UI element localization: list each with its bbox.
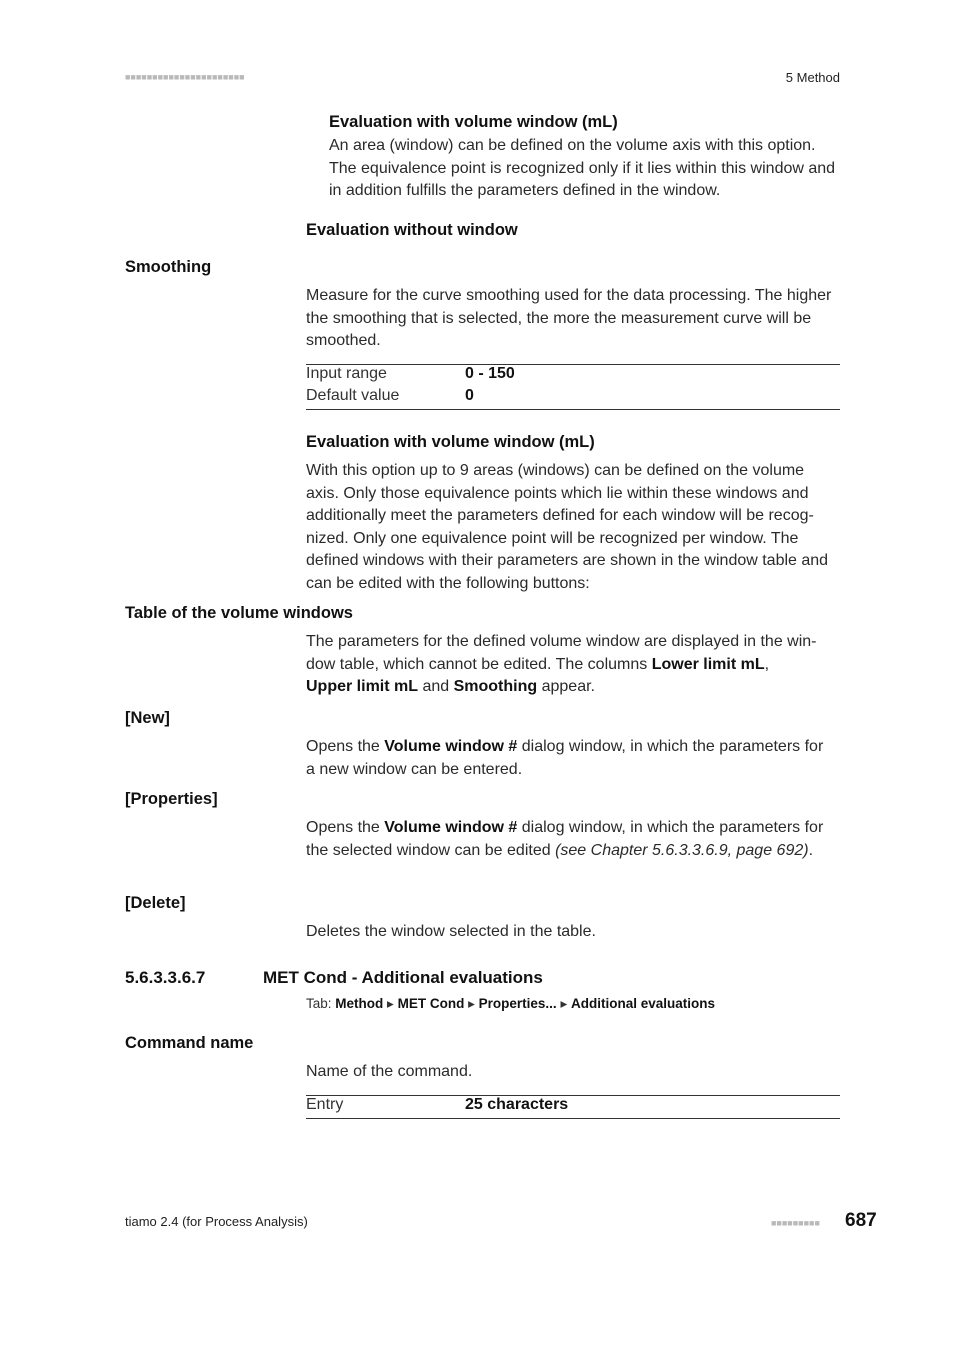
paragraph-delete: Deletes the window selected in the table.	[306, 923, 596, 940]
parameter-label-smoothing: Smoothing	[125, 258, 212, 276]
subheading-volume-window-2: Evaluation with volume window (mL)	[306, 433, 595, 451]
table-rule-bottom	[306, 409, 840, 410]
section-number: 5.6.3.3.6.7	[125, 968, 206, 987]
paragraph-table-windows: The parameters for the defined volume window are displayed in the win-dow table, which cannot be edited. The columns Lower limit mL, Upper limit mL and Smoothing appear.	[306, 633, 817, 695]
paragraph-smoothing: Measure for the curve smoothing used for the data processing. The higher the smoothing that is selected, the more the measurement curve will be smoothed.	[306, 287, 832, 349]
table-rule-top	[306, 1095, 840, 1096]
footer-decoration: ■■■■■■■■■	[771, 1218, 820, 1228]
paragraph-new: Opens the Volume window # dialog window, in which the parameters for a new window can be entered.	[306, 738, 824, 778]
tab-path-item: Method	[335, 996, 384, 1011]
tab-path-item: Additional evaluations	[571, 996, 716, 1011]
row-value-input-range: 0 - 150	[465, 365, 515, 382]
parameter-label-properties: [Properties]	[125, 790, 218, 808]
row-value-entry: 25 characters	[465, 1096, 569, 1113]
arrow-right-icon: ▸	[387, 996, 394, 1011]
paragraph-properties: Opens the Volume window # dialog window, in which the parameters for the selected window can be edited (see Chapter 5.6.3.3.6.9, page 692).	[306, 819, 824, 859]
paragraph-command-name: Name of the command.	[306, 1063, 473, 1080]
page-number: 687	[845, 1210, 877, 1231]
section-title: MET Cond - Additional evaluations	[263, 968, 543, 987]
chapter-reference-link[interactable]: (see Chapter 5.6.3.3.6.9, page 692)	[555, 841, 809, 859]
parameter-label-delete: [Delete]	[125, 894, 186, 912]
footer-product: tiamo 2.4 (for Process Analysis)	[125, 1214, 308, 1229]
paragraph-volume-windows: With this option up to 9 areas (windows) can be defined on the volume axis. Only those equivalence points which lie within these windows and additionally meet the parameters defined for each window will be recog-nized. Only one equivalence point will be recognized per window. The defined windows with their parameters are shown in the window table and can be edited with the following buttons:	[306, 462, 829, 592]
subheading-volume-window: Evaluation with volume window (mL)	[329, 113, 618, 131]
parameter-label-table-windows: Table of the volume windows	[125, 604, 353, 622]
running-header-chapter: 5 Method	[785, 70, 840, 85]
subheading-without-window: Evaluation without window	[306, 221, 518, 239]
row-value-default-value: 0	[465, 387, 474, 404]
row-label-input-range: Input range	[306, 365, 387, 382]
tab-path-item: Properties...	[478, 996, 557, 1011]
tab-path-item: MET Cond	[397, 996, 465, 1011]
arrow-right-icon: ▸	[468, 996, 475, 1011]
row-label-entry: Entry	[306, 1096, 344, 1113]
table-rule-bottom	[306, 1118, 840, 1119]
paragraph-volume-window: An area (window) can be defined on the volume axis with this option. The equivalence point is recognized only if it lies within this window and in addition fulfills the parameters defined in the window.	[329, 137, 836, 199]
tab-path: Tab: Method ▸ MET Cond ▸ Properties... ▸ Additional evaluations	[306, 996, 716, 1011]
row-label-default-value: Default value	[306, 387, 400, 404]
header-decoration: ■■■■■■■■■■■■■■■■■■■■■■	[125, 72, 245, 82]
parameter-label-command-name: Command name	[125, 1034, 254, 1052]
arrow-right-icon: ▸	[560, 996, 568, 1011]
parameter-label-new: [New]	[125, 709, 170, 727]
